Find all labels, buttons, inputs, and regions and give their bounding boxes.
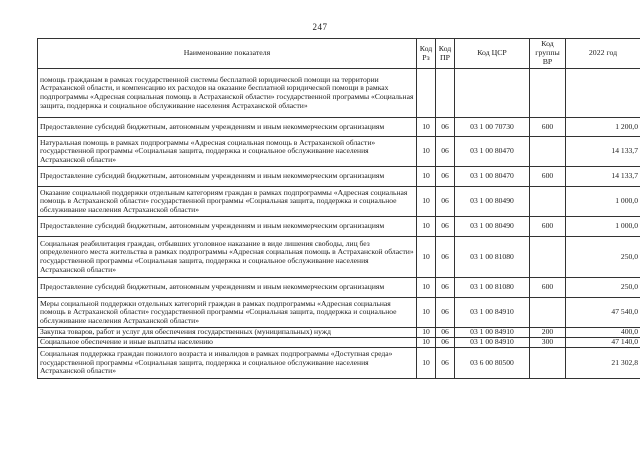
row-name-cell: Натуральная помощь в рамках подпрограммы «Адресная социальная помощь в Астраханской области» государственной программы «Социальная защита, поддержка и социальное обслуживание населения Астраханской области» <box>38 137 417 167</box>
header-name: Наименование показателя <box>38 39 417 69</box>
header-row <box>38 39 640 69</box>
header-csr: Код ЦСР <box>455 39 530 69</box>
row-pr-cell: 06 <box>436 217 455 237</box>
row-rz-cell: 10 <box>417 167 436 187</box>
row-pr-cell <box>436 69 455 118</box>
table-body <box>38 69 640 379</box>
row-csr-cell: 03 6 00 80500 <box>455 348 530 379</box>
table-row <box>38 69 640 118</box>
row-csr-cell: 03 1 00 80470 <box>455 167 530 187</box>
header-year: 2022 год <box>566 39 640 69</box>
table-row <box>38 348 640 379</box>
row-csr-cell: 03 1 00 81080 <box>455 278 530 298</box>
row-csr-cell: 03 1 00 80470 <box>455 137 530 167</box>
row-name-cell: Предоставление субсидий бюджетным, автономным учреждениям и иным некоммерческим организациям <box>38 167 417 187</box>
row-rz-cell: 10 <box>417 348 436 379</box>
row-rz-cell: 10 <box>417 187 436 217</box>
row-rz-cell: 10 <box>417 118 436 137</box>
header-vr: Код группы ВР <box>530 39 566 69</box>
budget-table <box>37 38 640 379</box>
row-amount-cell: 250,0 <box>566 237 640 278</box>
row-csr-cell: 03 1 00 81080 <box>455 237 530 278</box>
table-row <box>38 237 640 278</box>
row-vr-cell: 600 <box>530 118 566 137</box>
page-number: 247 <box>312 22 328 32</box>
row-vr-cell <box>530 187 566 217</box>
row-vr-cell: 600 <box>530 167 566 187</box>
row-pr-cell: 06 <box>436 298 455 328</box>
row-csr-cell: 03 1 00 84910 <box>455 328 530 338</box>
row-pr-cell: 06 <box>436 278 455 298</box>
row-name-cell: Предоставление субсидий бюджетным, автономным учреждениям и иным некоммерческим организациям <box>38 118 417 137</box>
row-amount-cell: 1 000,0 <box>566 217 640 237</box>
row-name-cell: Меры социальной поддержки отдельных категорий граждан в рамках подпрограммы «Адресная социальная помощь в Астраханской области» государственной программы «Социальная защита, поддержка и социальное обслуживание населения Астраханской области» <box>38 298 417 328</box>
row-csr-cell: 03 1 00 70730 <box>455 118 530 137</box>
row-vr-cell: 200 <box>530 328 566 338</box>
row-csr-cell: 03 1 00 84910 <box>455 338 530 348</box>
row-vr-cell: 600 <box>530 217 566 237</box>
row-amount-cell: 1 200,0 <box>566 118 640 137</box>
row-rz-cell: 10 <box>417 278 436 298</box>
row-pr-cell: 06 <box>436 187 455 217</box>
row-amount-cell: 14 133,7 <box>566 137 640 167</box>
table-row <box>38 278 640 298</box>
row-csr-cell <box>455 69 530 118</box>
row-pr-cell: 06 <box>436 328 455 338</box>
row-name-cell: Предоставление субсидий бюджетным, автономным учреждениям и иным некоммерческим организациям <box>38 278 417 298</box>
row-amount-cell: 14 133,7 <box>566 167 640 187</box>
header-rz: Код Рз <box>417 39 436 69</box>
row-pr-cell: 06 <box>436 118 455 137</box>
row-vr-cell <box>530 137 566 167</box>
row-amount-cell: 400,0 <box>566 328 640 338</box>
row-amount-cell: 21 302,8 <box>566 348 640 379</box>
table-row <box>38 328 640 338</box>
row-rz-cell: 10 <box>417 137 436 167</box>
row-rz-cell: 10 <box>417 237 436 278</box>
row-csr-cell: 03 1 00 80490 <box>455 217 530 237</box>
table-row <box>38 338 640 348</box>
row-amount-cell: 47 540,0 <box>566 298 640 328</box>
row-vr-cell <box>530 348 566 379</box>
row-pr-cell: 06 <box>436 137 455 167</box>
row-amount-cell: 1 000,0 <box>566 187 640 217</box>
table-row <box>38 217 640 237</box>
row-csr-cell: 03 1 00 80490 <box>455 187 530 217</box>
table-row <box>38 118 640 137</box>
row-vr-cell <box>530 298 566 328</box>
row-vr-cell: 300 <box>530 338 566 348</box>
row-rz-cell: 10 <box>417 328 436 338</box>
row-name-cell: Оказание социальной поддержки отдельным категориям граждан в рамках подпрограммы «Адресная социальная помощь в Астраханской области» государственной программы «Социальная защита, поддержка и социальное обслуживание населения Астраханской области» <box>38 187 417 217</box>
row-amount-cell: 47 140,0 <box>566 338 640 348</box>
row-name-cell: Социальное обеспечение и иные выплаты населению <box>38 338 417 348</box>
row-csr-cell: 03 1 00 84910 <box>455 298 530 328</box>
table-row <box>38 167 640 187</box>
row-vr-cell <box>530 69 566 118</box>
row-rz-cell: 10 <box>417 217 436 237</box>
row-rz-cell: 10 <box>417 298 436 328</box>
row-vr-cell <box>530 237 566 278</box>
row-rz-cell: 10 <box>417 338 436 348</box>
table-row <box>38 137 640 167</box>
table-row <box>38 298 640 328</box>
header-pr: Код ПР <box>436 39 455 69</box>
row-name-cell: Закупка товаров, работ и услуг для обеспечения государственных (муниципальных) нужд <box>38 328 417 338</box>
row-amount-cell: 250,0 <box>566 278 640 298</box>
row-amount-cell <box>566 69 640 118</box>
row-name-cell: Социальная реабилитация граждан, отбывших уголовное наказание в виде лишения свободы, лиц без определенного места жительства в рамках подпрограммы «Адресная социальная помощь в Астраханской области» государственной программы «Социальная защита, поддержка и социальное обслуживание населения Астраханской области» <box>38 237 417 278</box>
row-vr-cell: 600 <box>530 278 566 298</box>
row-pr-cell: 06 <box>436 338 455 348</box>
row-name-cell: Социальная поддержка граждан пожилого возраста и инвалидов в рамках подпрограммы «Доступная среда» государственной программы «Социальная защита, поддержка и социальное обслуживание населения Астраханской области» <box>38 348 417 379</box>
row-pr-cell: 06 <box>436 167 455 187</box>
row-rz-cell <box>417 69 436 118</box>
row-name-cell: помощь гражданам в рамках государственной системы бесплатной юридической помощи на территории Астраханской области, и компенсацию их расходов на оказание бесплатной юридической помощи в рамках подпрограммы «Адресная социальная помощь в Астраханской области» государственной программы «Социальная защита, поддержка и социальное обслуживание населения Астраханской области» <box>38 69 417 118</box>
table-header <box>38 39 640 69</box>
table-row <box>38 187 640 217</box>
row-pr-cell: 06 <box>436 348 455 379</box>
row-pr-cell: 06 <box>436 237 455 278</box>
row-name-cell: Предоставление субсидий бюджетным, автономным учреждениям и иным некоммерческим организациям <box>38 217 417 237</box>
